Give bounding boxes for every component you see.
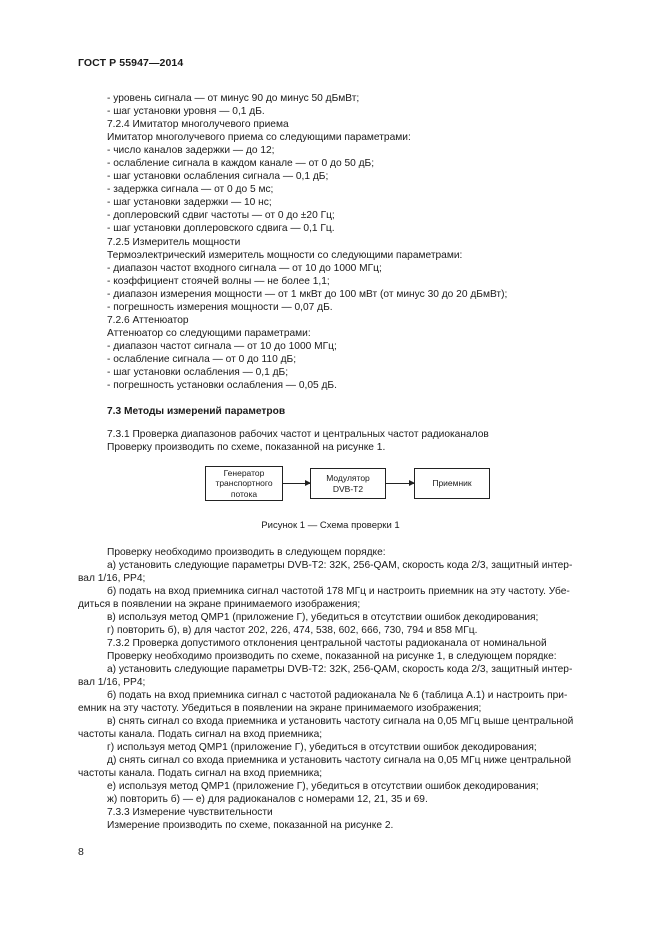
text-line: диться в появлении на экране принимаемого изображения;	[78, 599, 361, 610]
receiver-box	[414, 468, 490, 499]
text-line: г) повторить б), в) для частот 202, 226, 474, 538, 602, 666, 730, 794 и 858 МГц.	[107, 625, 478, 636]
text-line: частоты канала. Подать сигнал на вход приемника;	[78, 768, 323, 779]
text-line: частоты канала. Подать сигнал на вход приемника;	[78, 729, 323, 740]
text-line: а) установить следующие параметры DVB-T2: 32K, 256-QAM, скорость кода 2/3, защитный интер-	[107, 560, 573, 571]
text-line: Имитатор многолучевого приема со следующими параметрами:	[107, 132, 411, 143]
arrow-connector	[386, 483, 414, 484]
figure-caption: Рисунок 1 — Схема проверки 1	[261, 520, 400, 531]
subsection-title: 7.3.2 Проверка допустимого отклонения центральной частоты радиоканала от номинальной	[107, 638, 547, 649]
subsection-title: 7.2.4 Имитатор многолучевого приема	[107, 119, 289, 130]
text-line: в) снять сигнал со входа приемника и установить частоту сигнала на 0,05 МГц выше центральной	[107, 716, 574, 727]
page-number: 8	[78, 846, 84, 858]
subsection-title: 7.3.1 Проверка диапазонов рабочих частот и центральных частот радиоканалов	[107, 429, 489, 440]
text-line: емник на эту частоту. Убедиться в появлении на экране принимаемого изображения;	[78, 703, 482, 714]
text-line: г) используя метод QMP1 (приложение Г), убедиться в отсутствии ошибок декодирования;	[107, 742, 537, 753]
text-line: Термоэлектрический измеритель мощности со следующими параметрами:	[107, 250, 463, 261]
text-line: е) используя метод QMP1 (приложение Г), убедиться в отсутствии ошибок декодирования;	[107, 781, 539, 792]
text-line: - уровень сигнала — от минус 90 до минус 50 дБмВт;	[107, 93, 360, 104]
text-line: - диапазон частот сигнала — от 10 до 1000 МГц;	[107, 341, 337, 352]
text-line: - шаг установки доплеровского сдвига — 0,1 Гц.	[107, 223, 335, 234]
text-line: в) используя метод QMP1 (приложение Г), убедиться в отсутствии ошибок декодирования;	[107, 612, 539, 623]
text-line: - шаг установки уровня — 0,1 дБ.	[107, 106, 265, 117]
text-line: Проверку необходимо производить в следующем порядке:	[107, 547, 386, 558]
text-line: - погрешность измерения мощности — 0,07 дБ.	[107, 302, 333, 313]
text-line: - шаг установки задержки — 10 нс;	[107, 197, 272, 208]
text-line: - коэффициент стоячей волны — не более 1,1;	[107, 276, 330, 287]
text-line: - число каналов задержки — до 12;	[107, 145, 275, 156]
modulator-label-line: DVB-T2	[332, 483, 364, 494]
subsection-title: 7.2.5 Измеритель мощности	[107, 237, 241, 248]
text-line: Проверку необходимо производить по схеме, показанной на рисунке 1, в следующем порядке:	[107, 651, 557, 662]
subsection-title: 7.2.6 Аттенюатор	[107, 315, 189, 326]
text-line: б) подать на вход приемника сигнал частотой 178 МГц и настроить приемник на эту частоту. Убе-	[107, 586, 570, 597]
text-line: - шаг установки ослабления сигнала — 0,1 дБ;	[107, 171, 329, 182]
text-line: - диапазон частот входного сигнала — от 10 до 1000 МГц;	[107, 263, 382, 274]
text-line: д) снять сигнал со входа приемника и установить частоту сигнала на 0,05 МГц ниже центральной	[107, 755, 572, 766]
text-line: - ослабление сигнала в каждом канале — от 0 до 50 дБ;	[107, 158, 375, 169]
modulator-label-line: Модулятор	[326, 473, 370, 483]
text-line: б) подать на вход приемника сигнал с частотой радиоканала № 6 (таблица А.1) и настроить при-	[107, 690, 568, 701]
text-line: - ослабление сигнала — от 0 до 110 дБ;	[107, 354, 297, 365]
text-line: - задержка сигнала — от 0 до 5 мс;	[107, 184, 274, 195]
document-header: ГОСТ Р 55947—2014	[78, 57, 184, 69]
text-line: - погрешность установки ослабления — 0,05 дБ.	[107, 380, 337, 391]
arrow-connector	[283, 483, 310, 484]
generator-label-line: Генератор	[223, 467, 265, 478]
text-line: Проверку производить по схеме, показанной на рисунке 1.	[107, 442, 386, 453]
receiver-label: Приемник	[432, 478, 472, 489]
text-line: - диапазон измерения мощности — от 1 мкВт до 100 мВт (от минус 30 до 20 дБмВт);	[107, 289, 508, 300]
generator-box	[205, 466, 283, 501]
subsection-title: 7.3.3 Измерение чувствительности	[107, 807, 273, 818]
section-heading: 7.3 Методы измерений параметров	[107, 406, 286, 417]
text-line: Измерение производить по схеме, показанной на рисунке 2.	[107, 820, 394, 831]
text-line: Аттенюатор со следующими параметрами:	[107, 328, 311, 339]
modulator-box	[310, 468, 386, 499]
text-line: ж) повторить б) — е) для радиоканалов с номерами 12, 21, 35 и 69.	[107, 794, 428, 805]
generator-label-line: транспортного	[215, 478, 273, 489]
text-line: вал 1/16, PP4;	[78, 573, 146, 584]
text-line: вал 1/16, PP4;	[78, 677, 146, 688]
text-line: - доплеровский сдвиг частоты — от 0 до ±20 Гц;	[107, 210, 335, 221]
text-line: а) установить следующие параметры DVB-T2: 32K, 256-QAM, скорость кода 2/3, защитный интер-	[107, 664, 573, 675]
text-line: - шаг установки ослабления — 0,1 дБ;	[107, 367, 289, 378]
generator-label-line: потока	[230, 488, 258, 499]
